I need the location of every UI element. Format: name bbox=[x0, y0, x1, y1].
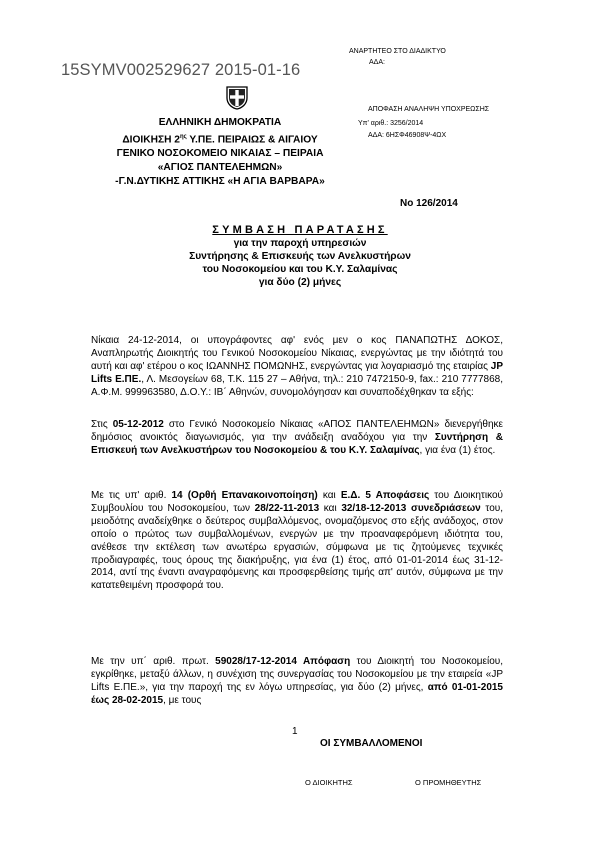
institution-header bbox=[70, 116, 370, 189]
p4-text-a: Με την υπ΄ αριθ. πρωτ. bbox=[91, 656, 216, 667]
p4-period: από 01-01-2015 έως 28-02-2015 bbox=[91, 681, 503, 706]
paragraph-extension bbox=[91, 656, 503, 708]
contract-subtitle-2: Συντήρησης & Επισκευής των Ανελκυστήρων bbox=[189, 251, 411, 262]
greek-coat-of-arms-icon bbox=[226, 86, 248, 110]
header-affiliate: -Γ.Ν.ΔΥΤΙΚΗΣ ΑΤΤΙΚΗΣ «Η ΑΓΙΑ ΒΑΡΒΑΡΑ» bbox=[115, 176, 325, 188]
p2-text-a: Στις bbox=[91, 419, 113, 430]
p3-text-e: του Διοικητικού Συμβουλίου του Νοσοκομείου, των bbox=[91, 490, 504, 514]
p3-session-1: 28/22-11-2013 bbox=[254, 502, 320, 514]
p4-text-e: , με τους bbox=[163, 694, 202, 706]
p1-company: JP Lifts Ε.ΠΕ. bbox=[91, 360, 503, 385]
header-country: ΕΛΛΗΝΙΚΗ ΔΗΜΟΚΡΑΤΙΑ bbox=[158, 117, 282, 128]
p2-service: Συντήρηση & Επισκευή των Ανελκυστήρων του Νοσοκομείου & του Κ.Υ. Σαλαμίνας bbox=[91, 431, 503, 456]
contract-main-title: ΣΥΜΒΑΣΗ ΠΑΡΑΤΑΣΗΣ bbox=[212, 224, 388, 236]
header-region-post: Υ.ΠΕ. ΠΕΙΡΑΙΩΣ & ΑΙΓΑΙΟΥ bbox=[186, 134, 318, 146]
p3-text-g: και bbox=[319, 502, 342, 514]
header-region-sup: ης bbox=[179, 134, 187, 140]
p2-text-e: , για ένα (1) έτος. bbox=[419, 444, 496, 456]
p3-text-i: του, μειοδότης αναδείχθηκε ο δεύτερος συμβαλλόμενος, ονομαζόμενος στο εξής ανάδοχος, στον οποίο ο πρώτος των συμβαλλομένων, ενεργών με την προαναφερόμενη ιδιότητα του, ανέθεσε την εκτέλεση των ανωτέρω εργασιών, σύμφωνα με τις ζητούμενες τεχνικές προδιαγραφές, τους όρους της διακήρυξης, για ένα (1) έτος, από 01-01-2014 έως 31-12-2014, αντί της έναντι αναγραφόμενης και προσφερθείσης τιμής απ' αυτόν, σύμφωνα με την κατατεθειμένη προσφορά του. bbox=[91, 502, 503, 592]
p3-text-a: Με τις υπ' αριθ. bbox=[91, 490, 172, 501]
contracting-parties-heading: ΟΙ ΣΥΜΒΑΛΛΟΜΕΝΟΙ bbox=[320, 738, 423, 749]
page-number: 1 bbox=[292, 726, 298, 737]
posted-ada-label: ΑΔΑ: bbox=[369, 59, 385, 66]
decision-number: Υπ' αριθ.: 3256/2014 bbox=[358, 120, 424, 127]
contract-subtitle-3: του Νοσοκομείου και του Κ.Υ. Σαλαμίνας bbox=[202, 264, 398, 275]
posted-online-label: ΑΝΑΡΤΗΤΕΟ ΣΤΟ ΔΙΑΔΙΚΤΥΟ bbox=[349, 48, 446, 55]
header-hospital-name: «ΑΓΙΟΣ ΠΑΝΤΕΛΕΗΜΩΝ» bbox=[157, 162, 283, 174]
p2-text-c: στο Γενικό Νοσοκομείο Νίκαιας «ΑΠΟΣ ΠΑΝΤΕΛΕΗΜΩΝ» διενεργήθηκε δημόσιος ανοικτός διαγωνισμός, για την ανάδειξη αναδόχου για την bbox=[91, 419, 503, 443]
p4-text-c: του Διοικητή του Νοσοκομείου, εγκρίθηκε, μεταξύ άλλων, η συνέχιση της συνεργασίας του Νοσοκομείου με την εταιρεία «JP Lifts Ε.ΠΕ.», για την παροχή της εν λόγω υπηρεσίας, για δύο (2) μήνες, bbox=[91, 656, 504, 693]
contract-subtitle-4: για δύο (2) μήνες bbox=[258, 277, 342, 288]
p1-text-c: , Λ. Μεσογείων 68, Τ.Κ. 115 27 – Αθήνα, τηλ.: 210 7472150-9, fax.: 210 7777868, Α.Φ.Μ. 999963580, Δ.Ο.Υ.: ΙΒ΄ Αθηνών, συνομολόγησαν και συναποδέχθηκαν τα εξής: bbox=[91, 373, 503, 398]
p3-session-2: 32/18-12-2013 συνεδριάσεων bbox=[341, 502, 481, 514]
p4-decision: 59028/17-12-2014 Απόφαση bbox=[215, 656, 351, 667]
paragraph-parties bbox=[91, 335, 503, 400]
decision-ada: ΑΔΑ: 6ΗΣΦ46908Ψ-4ΩΧ bbox=[368, 132, 447, 139]
paragraph-tender bbox=[91, 419, 503, 458]
decision-title: ΑΠΟΦΑΣΗ ΑΝΑΛΗΨΗ ΥΠΟΧΡΕΩΣΗΣ bbox=[368, 106, 490, 113]
document-stamp-id: 15SYMV002529627 2015-01-16 bbox=[61, 61, 301, 79]
contract-title bbox=[100, 224, 500, 289]
p3-text-c: και bbox=[317, 490, 341, 501]
header-region bbox=[70, 130, 370, 147]
p1-text-a: Νίκαια 24-12-2014, οι υπογράφοντες αφ' ενός μεν ο κος ΠΑΝΑΠΩΤΗΣ ΔΟΚΟΣ, Αναπληρωτής Διοικητής του Γενικού Νοσοκομείου Νίκαιας, ενεργώντας με την ιδιότητά του αυτή και αφ' ετέρου ο κος ΙΩΑΝΝΗΣ ΠΟΜΩΝΗΣ, ενεργώντας για λογαριασμό της εταιρίας bbox=[91, 335, 503, 372]
paragraph-decisions bbox=[91, 490, 503, 593]
contract-subtitle-1: για την παροχή υπηρεσιών bbox=[233, 238, 367, 249]
signature-director-label: Ο ΔΙΟΙΚΗΤΗΣ bbox=[305, 778, 353, 787]
p3-decision-14: 14 (Ορθή Επανακοινοποίηση) bbox=[171, 490, 318, 501]
p2-date: 05-12-2012 bbox=[112, 419, 164, 430]
protocol-number: Νο 126/2014 bbox=[400, 198, 458, 209]
p3-decision-ed5: Ε.Δ. 5 Αποφάσεις bbox=[340, 490, 430, 501]
header-hospital: ΓΕΝΙΚΟ ΝΟΣΟΚΟΜΕΙΟ ΝΙΚΑΙΑΣ – ΠΕΙΡΑΙΑ bbox=[116, 148, 324, 160]
signature-supplier-label: Ο ΠΡΟΜΗΘΕΥΤΗΣ bbox=[415, 778, 482, 787]
header-region-pre: ΔΙΟΙΚΗΣΗ 2 bbox=[122, 134, 180, 146]
